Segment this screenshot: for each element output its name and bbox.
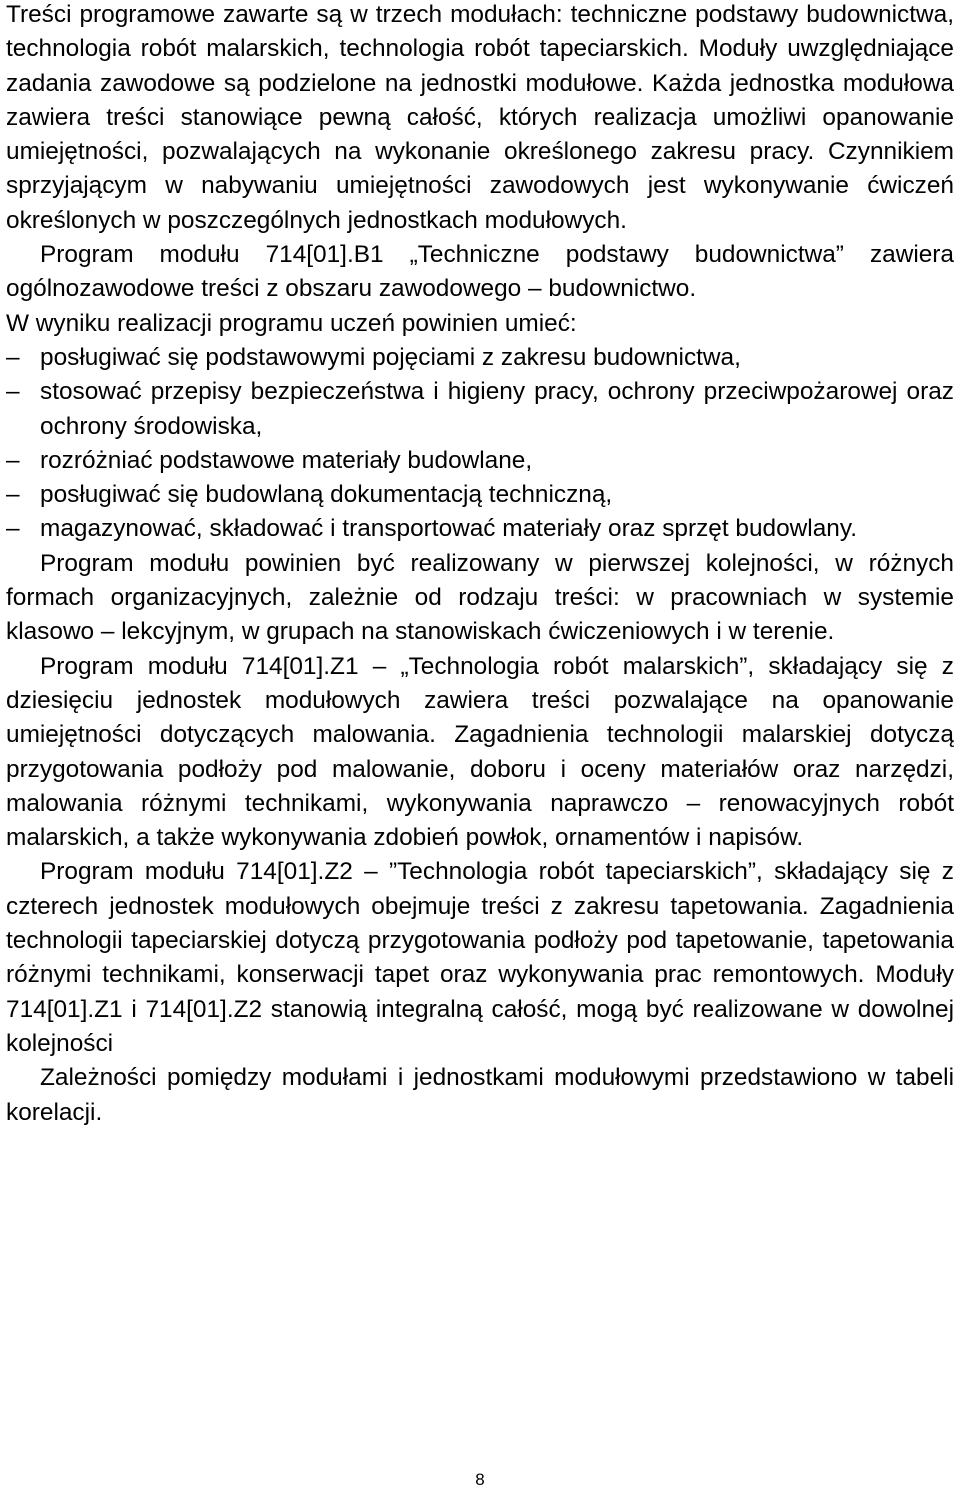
page-number: 8 — [475, 1470, 485, 1489]
intro-paragraph: Treści programowe zawarte są w trzech modułach: techniczne podstawy budownictwa, technologia robót malarskich, technologia robót tapeciarskich. Moduły uwzględniające zadania zawodowe są podzielone na jednostki modułowe. Każda jednostka modułowa zawiera treści stanowiące pewną całość, których realizacja umożliwi opanowanie umiejętności, pozwalających na wykonanie określonego zakresu pracy. Czynnikiem sprzyjającym w nabywaniu umiejętności zawodowych jest wykonywanie ćwiczeń określonych w poszczególnych jednostkach modułowych. — [6, 1, 954, 234]
skill-item — [6, 444, 954, 478]
skill-text: posługiwać się budowlaną dokumentacją techniczną, — [40, 481, 613, 509]
dash-bullet: – — [6, 481, 20, 509]
skills-list — [6, 341, 954, 547]
skill-item — [6, 512, 954, 546]
skill-item — [6, 478, 954, 512]
skill-text: magazynować, składować i transportować materiały oraz sprzęt budowlany. — [40, 515, 858, 543]
module-z1-paragraph: Program modułu 714[01].Z1 – „Technologia robót malarskich”, składający się z dziesięciu jednostek modułowych zawiera treści pozwalające na opanowanie umiejętności dotyczących malowania. Zagadnienia technologii malarskiej dotyczą przygotowania podłoży pod malowanie, doboru i oceny materiałów oraz narzędzi, malowania różnymi technikami, wykonywania naprawczo – renowacyjnych robót malarskich, a także wykonywania zdobień powłok, ornamentów i napisów. — [6, 652, 954, 852]
skills-intro: W wyniku realizacji programu uczeń powinien umieć: — [6, 309, 577, 337]
module-z2-paragraph: Program modułu 714[01].Z2 – ”Technologia robót tapeciarskich”, składający się z czterech jednostek modułowych obejmuje treści z zakresu tapetowania. Zagadnienia technologii tapeciarskiej dotyczą przygotowania podłoży pod tapetowanie, tapetowania różnymi technikami, konserwacji tapet oraz wykonywania prac remontowych. Moduły 714[01].Z1 i 714[01].Z2 stanowią integralną całość, mogą być realizowane w dowolnej kolejności — [6, 858, 954, 1057]
skill-text: stosować przepisy bezpieczeństwa i higieny pracy, ochrony przeciwpożarowej oraz ochrony środowiska, — [40, 378, 954, 440]
module-realization-paragraph: Program modułu powinien być realizowany w pierwszej kolejności, w różnych formach organizacyjnych, zależnie od rodzaju treści: w pracowniach w systemie klasowo – lekcyjnym, w grupach na stanowiskach ćwiczeniowych i w terenie. — [6, 549, 954, 646]
skill-text: posługiwać się podstawowymi pojęciami z zakresu budownictwa, — [40, 343, 741, 371]
skill-text: rozróżniać podstawowe materiały budowlane, — [40, 446, 533, 474]
skill-item — [6, 375, 954, 444]
dash-bullet: – — [6, 446, 20, 474]
module-b1-paragraph: Program modułu 714[01].B1 „Techniczne podstawy budownictwa” zawiera ogólnozawodowe treści z obszaru zawodowego – budownictwo. — [6, 241, 954, 303]
dash-bullet: – — [6, 343, 20, 371]
document-page — [6, 0, 954, 1130]
skill-item — [6, 341, 954, 375]
dash-bullet: – — [6, 515, 20, 543]
dash-bullet: – — [6, 378, 20, 406]
correlation-paragraph: Zależności pomiędzy modułami i jednostkami modułowymi przedstawiono w tabeli korelacji. — [6, 1064, 954, 1126]
